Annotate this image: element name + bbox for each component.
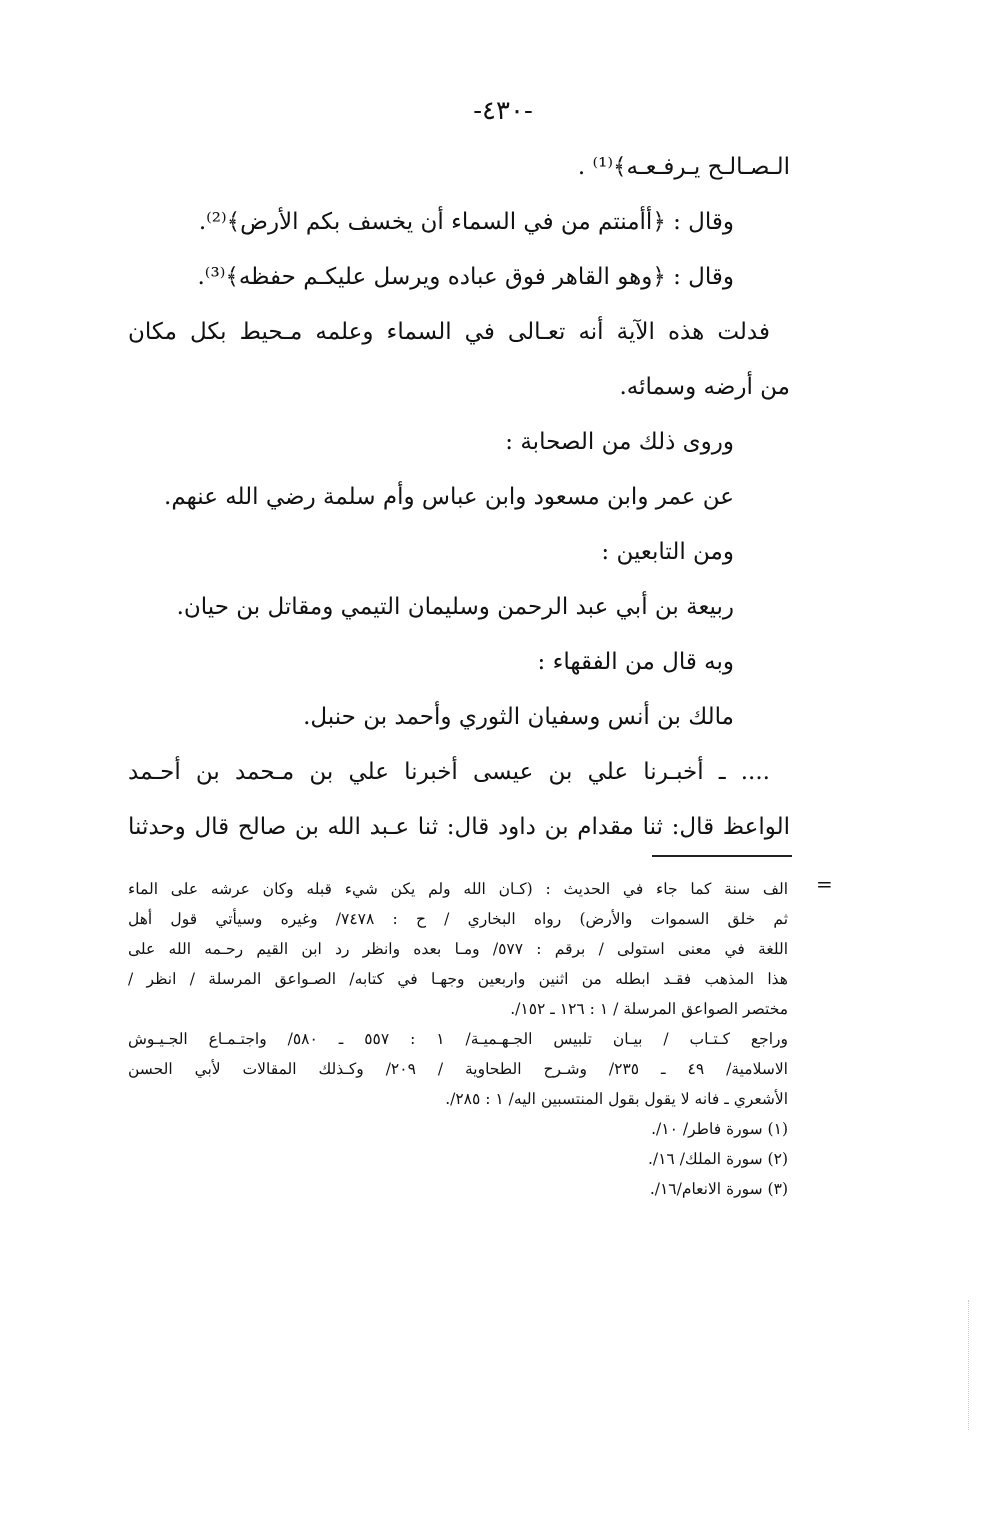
footnote-divider (652, 855, 792, 857)
main-line: الواعظ قال: ثنا مقدام بن داود قال: ثنا عـبد الله بن صالح قال وحدثنا (128, 814, 790, 840)
page-number: -٤٣٠- (473, 96, 533, 126)
footnotes (128, 874, 788, 1204)
main-line: مالك بن أنس وسفيان الثوري وأحمد بن حنبل. (303, 704, 734, 730)
main-line: وبه قال من الفقهاء : (537, 649, 734, 675)
scan-edge-mark (968, 1300, 969, 1430)
footnote-line: وراجع كـتـاب / بيـان تلبيس الجـهـميـة/ ١ : ٥٥٧ ـ ٥٨٠/ واجتـمـاع الجـيـوش (128, 1030, 789, 1048)
main-line: من أرضه وسمائه. (619, 374, 790, 400)
footnote-line: الف سنة كما جاء في الحديث : (كـان الله ولم يكن شيء قبله وكان عرشه على الماء (128, 880, 788, 898)
main-line: الـصـالـح يـرفـعـه﴾⁽¹⁾ . (577, 154, 790, 180)
footnote-line: هذا المذهب فقـد ابطله من اثنين واربعين وجهـا في كتابه/ الصـواعق المرسلة / انظر / (128, 970, 788, 988)
main-line: ومن التابعين : (601, 539, 734, 565)
main-line: .... ـ أخبـرنا علي بن عيسى أخبرنا علي بن مـحمد بن أحـمد (128, 759, 770, 785)
footnote-reference: (١) سورة فاطر/ ١٠/. (651, 1120, 788, 1138)
footnote-continuation-mark: = (816, 872, 833, 896)
footnote-reference: (٣) سورة الانعام/١٦/. (649, 1180, 788, 1198)
main-text (128, 140, 790, 855)
footnote-line: مختصر الصواعق المرسلة / ١ : ١٢٦ ـ ١٥٢/. (510, 1000, 788, 1018)
main-line: عن عمر وابن مسعود وابن عباس وأم سلمة رضي الله عنهم. (164, 484, 734, 510)
footnote-line: الاسلامية/ ٤٩ ـ ٢٣٥/ وشـرح الطحاوية / ٢٠٩/ وكـذلك المقالات لأبي الحسن (128, 1060, 788, 1078)
main-line: وروى ذلك من الصحابة : (505, 429, 734, 455)
main-line: ربيعة بن أبي عبد الرحمن وسليمان التيمي ومقاتل بن حيان. (176, 594, 734, 620)
main-line: وقال : ﴿وهو القاهر فوق عباده ويرسل عليكـم حفظه﴾⁽³⁾. (197, 264, 734, 290)
main-line: فدلت هذه الآية أنه تعـالى في السماء وعلمه مـحيط بكل مكان (128, 319, 770, 345)
main-line: وقال : ﴿أأمنتم من في السماء أن يخسف بكم الأرض﴾⁽²⁾. (198, 209, 734, 235)
footnote-line: ثم خلق السموات والأرض) رواه البخاري / ح : ٧٤٧٨/ وغيره وسيأتي قول أهل (128, 910, 789, 928)
footnote-line: الأشعري ـ فانه لا يقول بقول المنتسبين اليه/ ١ : ٢٨٥/. (445, 1090, 788, 1108)
footnote-reference: (٢) سورة الملك/ ١٦/. (647, 1150, 788, 1168)
footnote-line: اللغة في معنى استولى / برقم : ٥٧٧/ ومـا بعده وانظر رد ابن القيم رحـمه الله على (128, 940, 788, 958)
